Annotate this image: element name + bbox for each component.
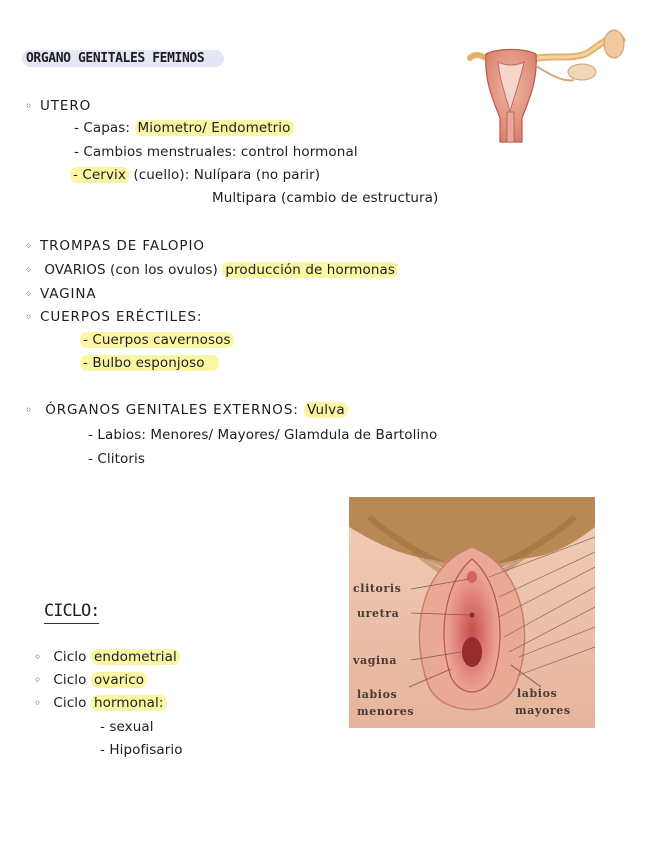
externos-value: Vulva bbox=[304, 402, 348, 418]
trompas-label: TROMPAS DE FALOPIO bbox=[40, 238, 205, 254]
bullet-vagina bbox=[25, 286, 97, 302]
utero-multipara: Multipara (cambio de estructura) bbox=[212, 190, 439, 206]
ciclo-item-3 bbox=[34, 695, 167, 711]
ciclo-item-prefix: Ciclo bbox=[53, 672, 87, 688]
label-clitoris: clitoris bbox=[353, 582, 402, 595]
cuerpos-heading: CUERPOS ERÉCTILES: bbox=[40, 309, 203, 325]
ciclo-item-value: hormonal: bbox=[91, 695, 167, 711]
ciclo-heading: CICLO: bbox=[44, 601, 99, 624]
page-title: ORGANO GENITALES FEMINOS bbox=[22, 50, 224, 67]
externos-label: ÓRGANOS GENITALES EXTERNOS: bbox=[45, 402, 299, 418]
externos-clitoris: - Clitoris bbox=[88, 451, 145, 467]
externos-labios: - Labios: Menores/ Mayores/ Glamdula de Bartolino bbox=[88, 427, 438, 443]
label-vagina: vagina bbox=[353, 654, 398, 667]
ovarios-label: OVARIOS (con los ovulos) bbox=[44, 262, 218, 278]
label-labios-menores-1: labios bbox=[357, 688, 398, 701]
ciclo-item-value: ovarico bbox=[91, 672, 147, 688]
capas-label: - Capas: bbox=[74, 120, 131, 136]
ciclo-item-prefix: Ciclo bbox=[53, 695, 87, 711]
label-labios-menores-2: menores bbox=[357, 705, 415, 718]
uterus-illustration bbox=[464, 22, 628, 146]
ciclo-item-prefix: Ciclo bbox=[53, 649, 87, 665]
label-labios-mayores-1: labios bbox=[517, 687, 558, 700]
cuerpos-item-2: - Bulbo esponjoso bbox=[80, 355, 219, 371]
capas-value: Miometro/ Endometrio bbox=[135, 120, 294, 136]
cervix-rest: (cuello): Nulípara (no parir) bbox=[133, 167, 321, 183]
vulva-illustration bbox=[349, 497, 595, 728]
utero-cervix bbox=[70, 167, 320, 183]
cervix-label: - Cervix bbox=[70, 167, 129, 183]
label-uretra: uretra bbox=[357, 607, 400, 620]
ciclo-item-value: endometrial bbox=[91, 649, 180, 665]
ciclo-item-1 bbox=[34, 649, 180, 665]
ciclo-item-2 bbox=[34, 672, 147, 688]
utero-cambios: - Cambios menstruales: control hormonal bbox=[74, 144, 358, 160]
ciclo-sub-sexual: - sexual bbox=[100, 719, 154, 735]
bullet-trompas bbox=[25, 238, 205, 254]
label-labios-mayores-2: mayores bbox=[515, 704, 571, 717]
bullet-cuerpos bbox=[25, 309, 202, 325]
bullet-externos bbox=[25, 402, 348, 418]
bullet-utero bbox=[25, 98, 91, 114]
utero-capas bbox=[74, 120, 294, 136]
ovarios-value: producción de hormonas bbox=[222, 262, 398, 278]
vagina-label: VAGINA bbox=[40, 286, 97, 302]
cuerpos-item-1: - Cuerpos cavernosos bbox=[80, 332, 234, 348]
bullet-ovarios bbox=[25, 262, 398, 278]
utero-heading: UTERO bbox=[40, 98, 92, 114]
ciclo-sub-hipofisario: - Hipofisario bbox=[100, 742, 183, 758]
